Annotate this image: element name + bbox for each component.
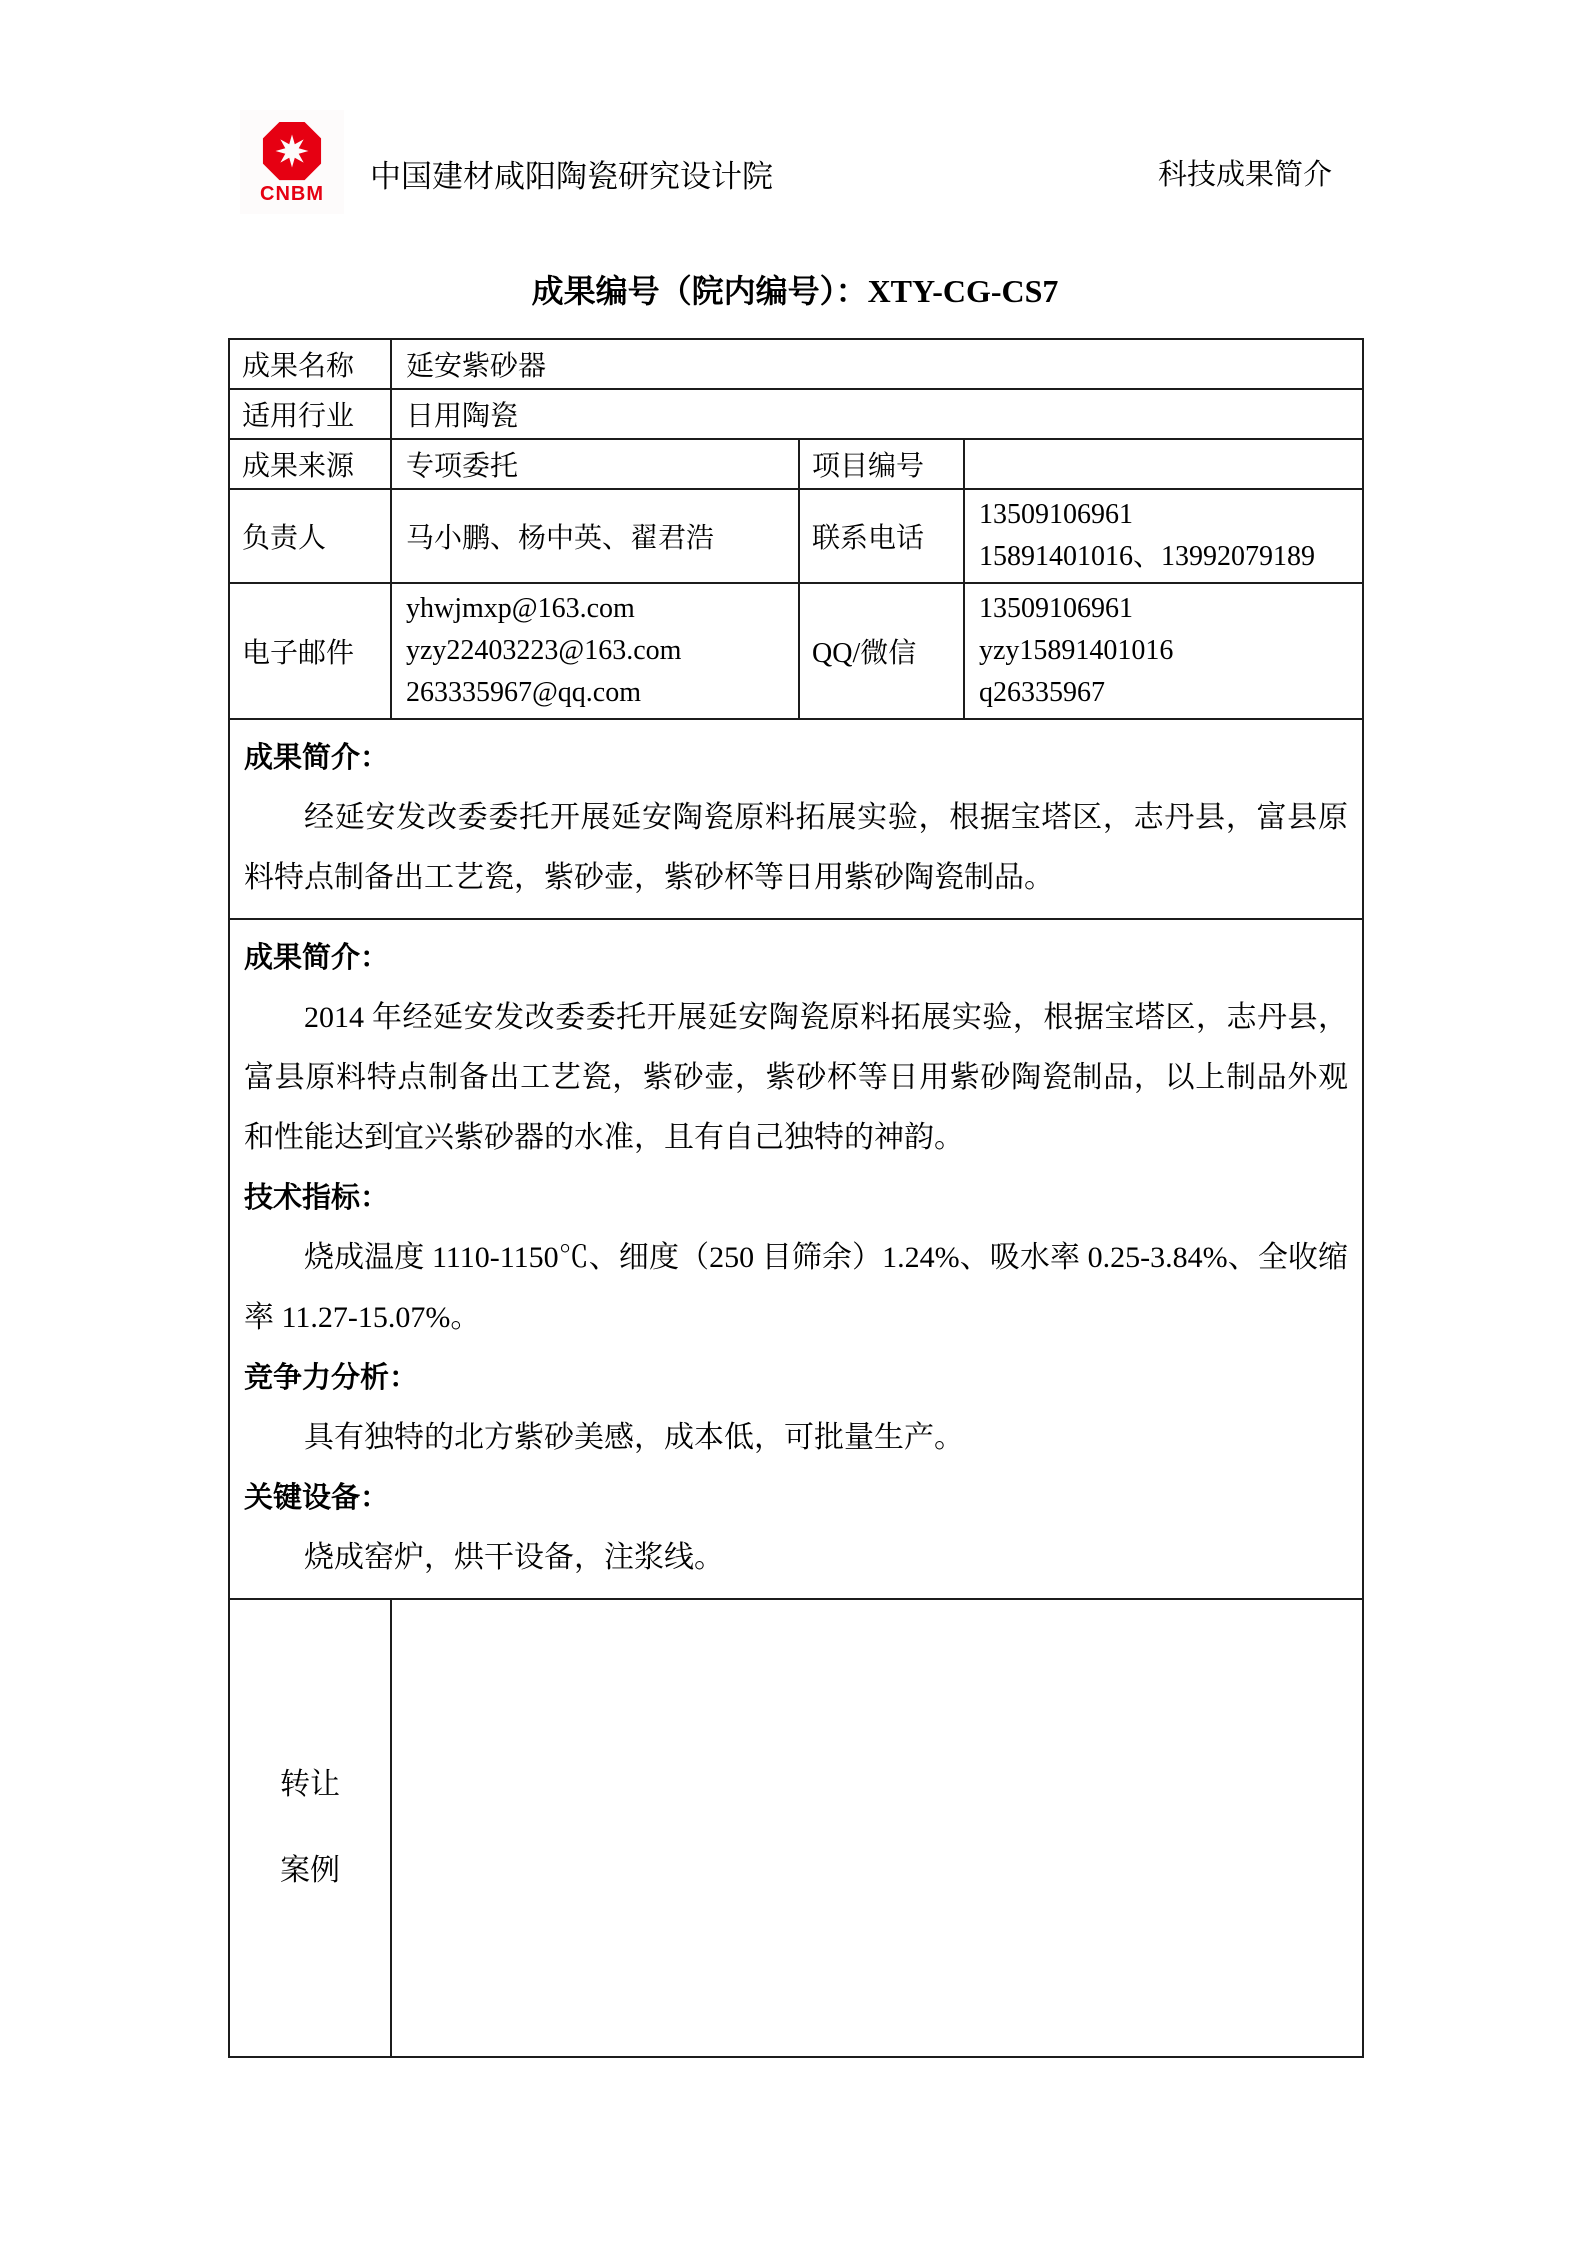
tech-body: 烧成温度 1110-1150℃、细度（250 目筛余）1.24%、吸水率 0.25-3.84%、全收缩率 11.27-15.07%。 [244,1241,1349,1334]
brief-2-heading: 成果简介： [244,942,390,974]
transfer-value [391,1599,1363,2057]
source-value: 专项委托 [391,439,799,489]
transfer-label-line: 转让 [280,1768,340,1801]
industry-value: 日用陶瓷 [391,389,1363,439]
source-label: 成果来源 [229,439,391,489]
table-row-brief-1 [229,719,1363,919]
institute-name: 中国建材咸阳陶瓷研究设计院 [370,159,773,194]
cnbm-logo-text: CNBM [260,183,324,205]
tech-heading: 技术指标： [244,1182,390,1214]
brief-1-heading: 成果简介： [244,742,390,774]
qq-wechat-label: QQ/微信 [799,583,964,719]
phone-line: 15891401016、13992079189 [979,541,1316,572]
email-line: yzy22403223@163.com [406,635,682,666]
transfer-label [229,1599,391,2057]
brief-1-cell [229,719,1363,919]
info-table [228,338,1364,2058]
table-row-industry [229,389,1363,439]
leader-value: 马小鹏、杨中英、翟君浩 [391,489,799,583]
table-row-result-name [229,339,1363,389]
cnbm-octagon-star-icon [261,120,323,182]
leader-label: 负责人 [229,489,391,583]
transfer-label-gap [230,1800,390,1856]
project-no-value [964,439,1363,489]
document-type-label: 科技成果简介 [1157,159,1332,191]
phone-label: 联系电话 [799,489,964,583]
competitive-heading: 竞争力分析： [244,1362,419,1394]
email-line: 263335967@qq.com [406,677,641,708]
qq-wechat-value [964,583,1363,719]
equipment-body: 烧成窑炉，烘干设备，注浆线。 [304,1541,724,1574]
phone-line: 13509106961 [979,499,1133,530]
industry-label: 适用行业 [229,389,391,439]
table-row-source [229,439,1363,489]
page-title: 成果编号（院内编号）：XTY-CG-CS7 [531,273,1059,309]
table-row-details [229,919,1363,1599]
result-name-label: 成果名称 [229,339,391,389]
cnbm-logo [240,110,344,214]
competitive-body: 具有独特的北方紫砂美感，成本低，可批量生产。 [304,1421,964,1454]
transfer-label-line: 案例 [280,1854,340,1887]
table-row-transfer [229,1599,1363,2057]
brief-1-body: 经延安发改委委托开展延安陶瓷原料拓展实验，根据宝塔区，志丹县，富县原料特点制备出工艺瓷，紫砂壶，紫砂杯等日用紫砂陶瓷制品。 [244,801,1349,894]
details-cell [229,919,1363,1599]
qq-wechat-line: yzy15891401016 [979,635,1174,666]
page-header [228,110,1362,214]
qq-wechat-line: q26335967 [979,677,1105,708]
result-name-value: 延安紫砂器 [391,339,1363,389]
table-row-email [229,583,1363,719]
email-label: 电子邮件 [229,583,391,719]
equipment-heading: 关键设备： [244,1482,390,1514]
email-line: yhwjmxp@163.com [406,593,635,624]
table-row-leader [229,489,1363,583]
brief-2-body: 2014 年经延安发改委委托开展延安陶瓷原料拓展实验，根据宝塔区，志丹县，富县原料特点制备出工艺瓷，紫砂壶，紫砂杯等日用紫砂陶瓷制品，以上制品外观和性能达到宜兴紫砂器的水准，且有自己独特的神韵。 [244,1001,1349,1154]
qq-wechat-line: 13509106961 [979,593,1133,624]
email-value [391,583,799,719]
project-no-label: 项目编号 [799,439,964,489]
phone-value [964,489,1363,583]
